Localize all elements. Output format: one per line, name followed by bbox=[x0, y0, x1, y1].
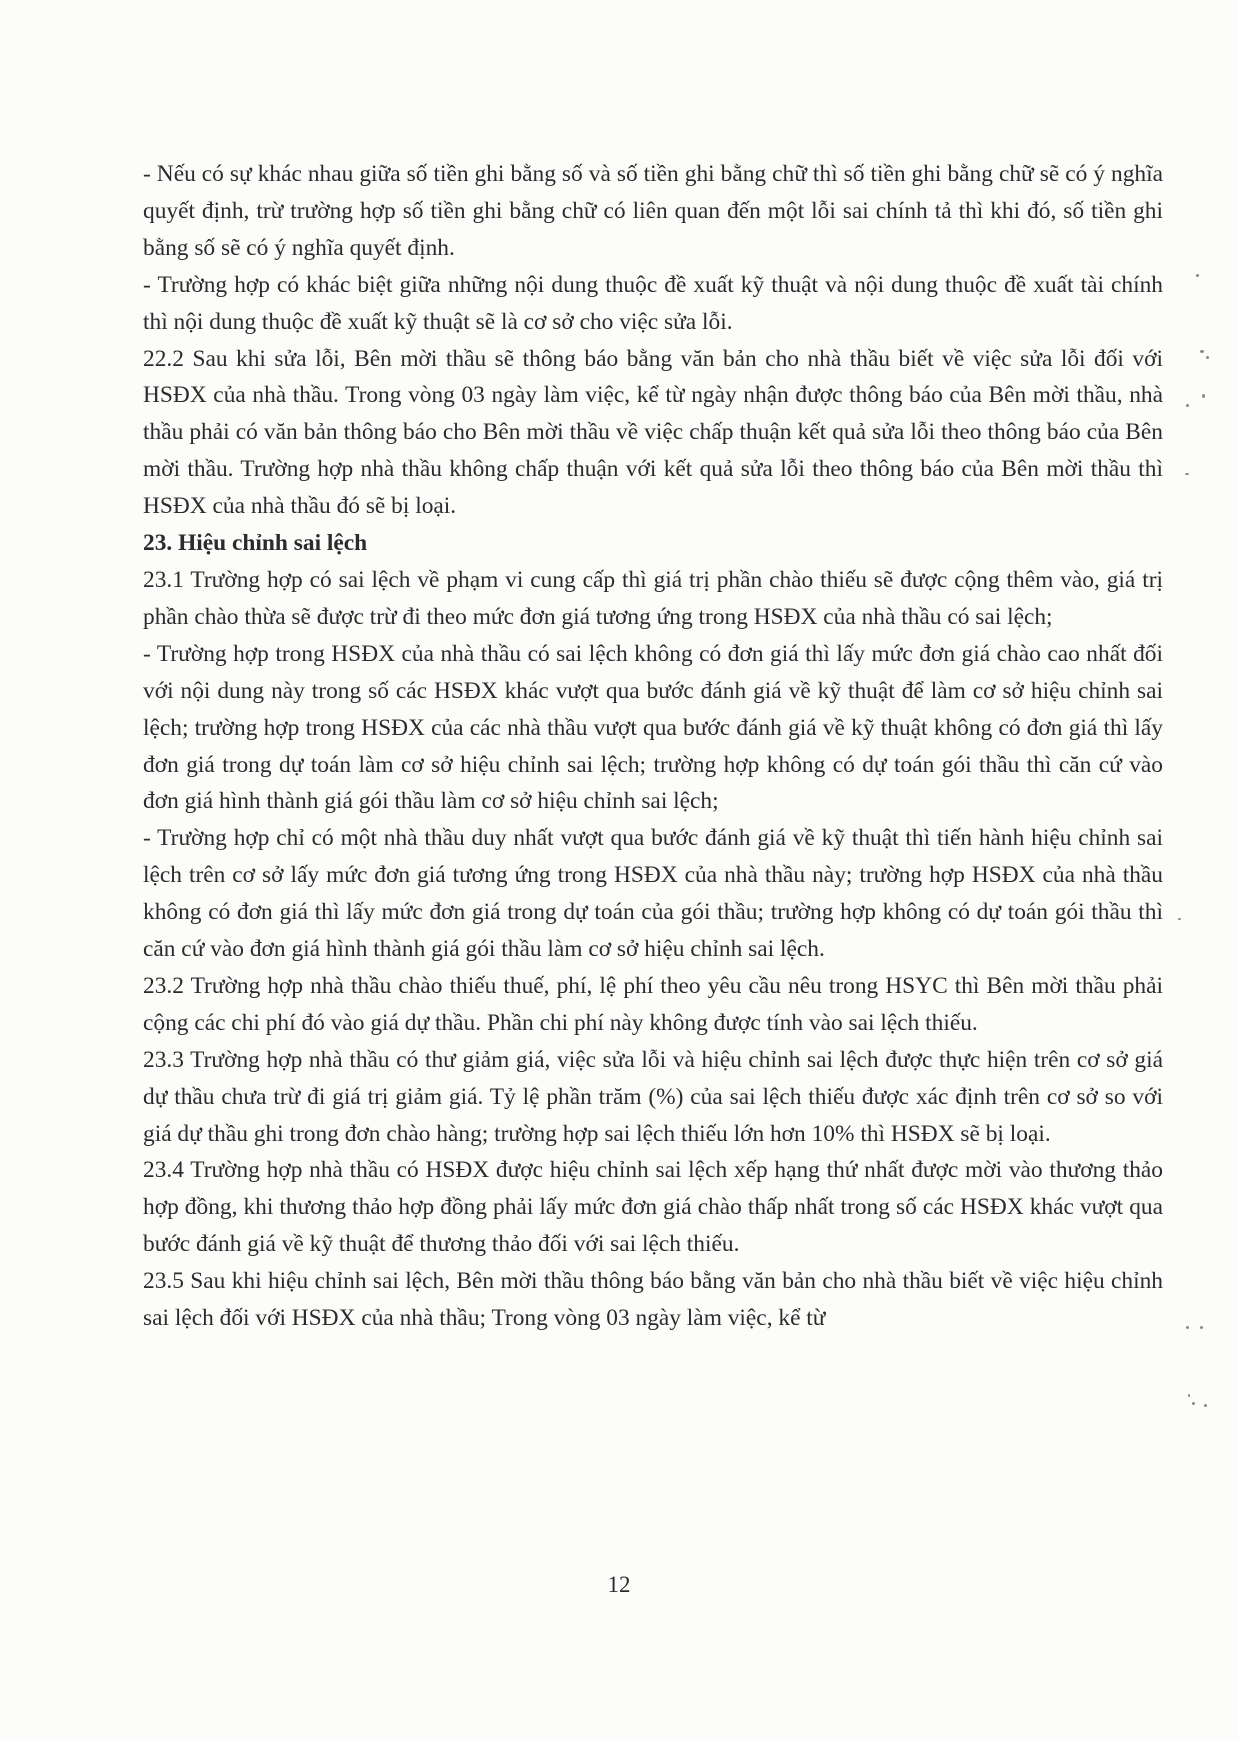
scan-speck bbox=[1192, 1402, 1195, 1405]
paragraph-23-4: 23.4 Trường hợp nhà thầu có HSĐX được hiệu chỉnh sai lệch xếp hạng thứ nhất được mời vào thương thảo hợp đồng, khi thương thảo hợp đồng phải lấy mức đơn giá chào thấp nhất trong số các HSĐX khác vượt qua bước đánh giá về kỹ thuật để thương thảo đối với sai lệch thiếu. bbox=[143, 1157, 1163, 1258]
scan-speck bbox=[1196, 274, 1199, 277]
scan-speck bbox=[1178, 918, 1181, 920]
paragraph-no-unit-price: - Trường hợp trong HSĐX của nhà thầu có sai lệch không có đơn giá thì lấy mức đơn giá chào cao nhất đối với nội dung này trong số các HSĐX khác vượt qua bước đánh giá về kỹ thuật để làm cơ sở hiệu chỉnh sai lệch; trường hợp trong HSĐX của các nhà thầu vượt qua bước đánh giá về kỹ thuật không có đơn giá thì lấy đơn giá trong dự toán làm cơ sở hiệu chỉnh sai lệch; trường hợp không có dự toán gói thầu thì căn cứ vào đơn giá hình thành giá gói thầu làm cơ sở hiệu chỉnh sai lệch; bbox=[143, 640, 1163, 815]
scan-speck bbox=[1186, 404, 1189, 407]
paragraph-23-2: 23.2 Trường hợp nhà thầu chào thiếu thuế, phí, lệ phí theo yêu cầu nêu trong HSYC thì Bên mời thầu phải cộng các chi phí đó vào giá dự thầu. Phần chi phí này không được tính vào sai lệch thiếu. bbox=[143, 972, 1163, 1036]
scan-speck bbox=[1185, 473, 1189, 475]
paragraph-single-bidder: - Trường hợp chỉ có một nhà thầu duy nhất vượt qua bước đánh giá về kỹ thuật thì tiến hành hiệu chỉnh sai lệch trên cơ sở lấy mức đơn giá tương ứng trong HSĐX của nhà thầu này; trường hợp HSĐX của nhà thầu không có đơn giá thì lấy mức đơn giá trong dự toán của gói thầu; trường hợp không có dự toán gói thầu thì căn cứ vào đơn giá hình thành giá gói thầu làm cơ sở hiệu chỉnh sai lệch. bbox=[143, 825, 1163, 963]
scan-speck bbox=[1202, 394, 1205, 398]
scan-speck bbox=[1200, 350, 1204, 353]
scan-speck bbox=[1204, 1404, 1207, 1407]
scan-speck bbox=[1200, 1326, 1203, 1329]
paragraph-23-1: 23.1 Trường hợp có sai lệch về phạm vi cung cấp thì giá trị phần chào thiếu sẽ được cộng thêm vào, giá trị phần chào thừa sẽ được trừ đi theo mức đơn giá tương ứng trong HSĐX của nhà thầu có sai lệch; bbox=[143, 566, 1163, 630]
paragraph-amount-words: - Nếu có sự khác nhau giữa số tiền ghi bằng số và số tiền ghi bằng chữ thì số tiền ghi bằng chữ sẽ có ý nghĩa quyết định, trừ trường hợp số tiền ghi bằng chữ có liên quan đến một lỗi sai chính tả thì khi đó, số tiền ghi bằng số sẽ có ý nghĩa quyết định. bbox=[143, 161, 1163, 261]
paragraph-technical-vs-financial: - Trường hợp có khác biệt giữa những nội dung thuộc đề xuất kỹ thuật và nội dung thuộc đề xuất tài chính thì nội dung thuộc đề xuất kỹ thuật sẽ là cơ sở cho việc sửa lỗi. bbox=[143, 271, 1163, 335]
paragraph-22-2: 22.2 Sau khi sửa lỗi, Bên mời thầu sẽ thông báo bằng văn bản cho nhà thầu biết về việc sửa lỗi đối với HSĐX của nhà thầu. Trong vòng 03 ngày làm việc, kể từ ngày nhận được thông báo của Bên mời thầu, nhà thầu phải có văn bản thông báo cho Bên mời thầu về việc chấp thuận kết quả sửa lỗi theo thông báo của Bên mời thầu. Trường hợp nhà thầu không chấp thuận với kết quả sửa lỗi theo thông báo của Bên mời thầu thì HSĐX của nhà thầu đó sẽ bị loại. bbox=[143, 345, 1163, 520]
scan-speck bbox=[1206, 356, 1209, 359]
paragraph-23-3: 23.3 Trường hợp nhà thầu có thư giảm giá, việc sửa lỗi và hiệu chỉnh sai lệch được thực hiện trên cơ sở giá dự thầu chưa trừ đi giá trị giảm giá. Tỷ lệ phần trăm (%) của sai lệch thiếu được xác định trên cơ sở so với giá dự thầu ghi trong đơn chào hàng; trường hợp sai lệch thiếu lớn hơn 10% thì HSĐX sẽ bị loại. bbox=[143, 1046, 1163, 1147]
paragraph-23-5: 23.5 Sau khi hiệu chỉnh sai lệch, Bên mời thầu thông báo bằng văn bản cho nhà thầu biết về việc hiệu chỉnh sai lệch đối với HSĐX của nhà thầu; Trong vòng 03 ngày làm việc, kể từ bbox=[143, 1268, 1163, 1332]
page-number: 12 bbox=[607, 1572, 631, 1597]
document-body bbox=[143, 156, 1163, 1337]
scan-speck bbox=[1186, 1326, 1189, 1329]
scan-speck bbox=[1188, 1394, 1190, 1397]
section-heading-23: 23. Hiệu chỉnh sai lệch bbox=[143, 530, 368, 557]
